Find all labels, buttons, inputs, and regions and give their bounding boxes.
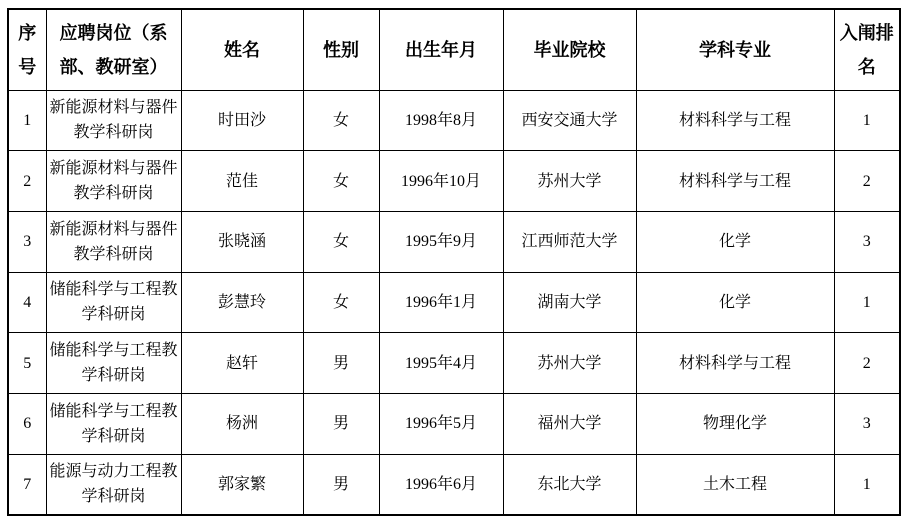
cell-major: 材料科学与工程 (636, 151, 834, 212)
cell-position: 新能源材料与器件教学科研岗 (46, 211, 181, 272)
table-row (8, 151, 900, 212)
cell-position: 储能科学与工程教学科研岗 (46, 393, 181, 454)
cell-university: 东北大学 (503, 454, 636, 515)
table-row (8, 272, 900, 333)
cell-rank: 1 (834, 272, 900, 333)
table-row (8, 454, 900, 515)
cell-gender: 男 (303, 454, 379, 515)
cell-birth: 1996年10月 (379, 151, 503, 212)
shortlist-table (7, 8, 901, 516)
cell-index: 3 (8, 211, 46, 272)
cell-gender: 女 (303, 90, 379, 151)
table-row (8, 393, 900, 454)
column-header-gender: 性别 (303, 9, 379, 90)
cell-university: 苏州大学 (503, 333, 636, 394)
cell-position: 新能源材料与器件教学科研岗 (46, 151, 181, 212)
cell-name: 范佳 (181, 151, 303, 212)
cell-gender: 女 (303, 272, 379, 333)
cell-rank: 1 (834, 90, 900, 151)
column-header-index: 序号 (8, 9, 46, 90)
cell-university: 福州大学 (503, 393, 636, 454)
cell-index: 5 (8, 333, 46, 394)
cell-rank: 2 (834, 151, 900, 212)
header-row (8, 9, 900, 90)
cell-position: 能源与动力工程教学科研岗 (46, 454, 181, 515)
cell-major: 材料科学与工程 (636, 333, 834, 394)
cell-name: 时田沙 (181, 90, 303, 151)
cell-major: 材料科学与工程 (636, 90, 834, 151)
cell-birth: 1995年4月 (379, 333, 503, 394)
table-row (8, 90, 900, 151)
cell-gender: 女 (303, 211, 379, 272)
cell-position: 储能科学与工程教学科研岗 (46, 272, 181, 333)
cell-position: 储能科学与工程教学科研岗 (46, 333, 181, 394)
column-header-major: 学科专业 (636, 9, 834, 90)
column-header-birth: 出生年月 (379, 9, 503, 90)
cell-birth: 1998年8月 (379, 90, 503, 151)
cell-index: 1 (8, 90, 46, 151)
cell-name: 张晓涵 (181, 211, 303, 272)
cell-position: 新能源材料与器件教学科研岗 (46, 90, 181, 151)
cell-index: 7 (8, 454, 46, 515)
cell-name: 郭家繁 (181, 454, 303, 515)
cell-major: 物理化学 (636, 393, 834, 454)
cell-university: 苏州大学 (503, 151, 636, 212)
cell-university: 江西师范大学 (503, 211, 636, 272)
cell-major: 化学 (636, 272, 834, 333)
cell-birth: 1996年1月 (379, 272, 503, 333)
cell-rank: 2 (834, 333, 900, 394)
cell-index: 6 (8, 393, 46, 454)
cell-rank: 3 (834, 211, 900, 272)
column-header-name: 姓名 (181, 9, 303, 90)
cell-birth: 1995年9月 (379, 211, 503, 272)
cell-university: 湖南大学 (503, 272, 636, 333)
table-row (8, 211, 900, 272)
cell-birth: 1996年5月 (379, 393, 503, 454)
cell-rank: 3 (834, 393, 900, 454)
cell-birth: 1996年6月 (379, 454, 503, 515)
table-body (8, 90, 900, 515)
cell-name: 杨洲 (181, 393, 303, 454)
column-header-position: 应聘岗位（系部、教研室） (46, 9, 181, 90)
cell-index: 4 (8, 272, 46, 333)
cell-name: 彭慧玲 (181, 272, 303, 333)
cell-gender: 男 (303, 393, 379, 454)
cell-major: 化学 (636, 211, 834, 272)
cell-major: 土木工程 (636, 454, 834, 515)
cell-university: 西安交通大学 (503, 90, 636, 151)
column-header-university: 毕业院校 (503, 9, 636, 90)
cell-index: 2 (8, 151, 46, 212)
cell-name: 赵轩 (181, 333, 303, 394)
cell-gender: 男 (303, 333, 379, 394)
cell-rank: 1 (834, 454, 900, 515)
column-header-rank: 入闱排名 (834, 9, 900, 90)
table-row (8, 333, 900, 394)
cell-gender: 女 (303, 151, 379, 212)
